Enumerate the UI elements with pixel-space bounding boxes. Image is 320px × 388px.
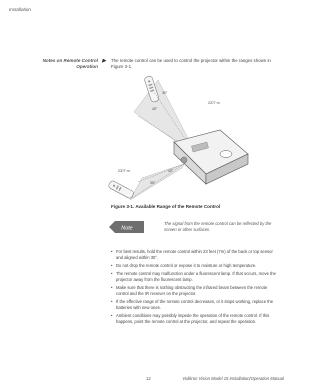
list-item: • Ambient conditions may possibly impede the operation of the remote control. If this happens, point the remote control at the projector, and repeat the operation. bbox=[111, 313, 279, 325]
list-item: • Do not drop the remote control or expose it to moisture or high temperature. bbox=[111, 263, 279, 269]
document-title: Vidikron Vision Model 15 Installation/Operation Manual bbox=[182, 376, 284, 381]
angle-label-top-1: 30° bbox=[162, 91, 168, 95]
remote-range-illustration bbox=[108, 72, 258, 204]
note-label: Note bbox=[121, 225, 133, 232]
page-number: 12 bbox=[146, 376, 151, 381]
section-heading-line2: Operation bbox=[76, 64, 98, 69]
list-item: • If the effective range of the remote control decreases, or it stops working, replace the batteries with new ones. bbox=[111, 299, 279, 311]
angle-label-top-2: 40° bbox=[152, 107, 158, 111]
list-item: • For best results, hold the remote control within 23 feet (7m) of the back or top sensor and aligned within 30°. bbox=[111, 249, 279, 261]
intro-paragraph: The remote control can be used to control the projector within the ranges shown in Figure 3-1. bbox=[111, 58, 271, 70]
figure-caption: Figure 3-1. Available Range of the Remote Control bbox=[111, 204, 221, 209]
angle-label-bottom-1: 40° bbox=[168, 169, 174, 173]
arrow-right-icon: ▶ bbox=[102, 58, 106, 64]
range-label-rear: 23'/7 m bbox=[208, 101, 220, 105]
section-heading bbox=[12, 58, 106, 70]
note-text: The signal from the remote control can be reflected by the screen or other surfaces. bbox=[164, 221, 272, 232]
bullet-list bbox=[111, 249, 279, 327]
running-head: Installation bbox=[9, 7, 31, 12]
note-block bbox=[109, 219, 279, 239]
section-heading-line1: Notes on Remote Control bbox=[42, 58, 98, 63]
list-item: • The remote control may malfunction under a fluorescent lamp. If that occurs, move the projector away from the fluorescent lamp. bbox=[111, 271, 279, 283]
angle-label-bottom-2: 30° bbox=[150, 181, 156, 185]
bottom-remote-control-icon bbox=[108, 180, 134, 199]
range-label-front: 23'/7 m bbox=[118, 169, 130, 173]
note-icon bbox=[109, 221, 144, 233]
bottom-beam-cone bbox=[130, 164, 184, 200]
list-item: • Make sure that there is nothing obstructing the infrared beam between the remote control and the IR receiver on the projector. bbox=[111, 285, 279, 297]
